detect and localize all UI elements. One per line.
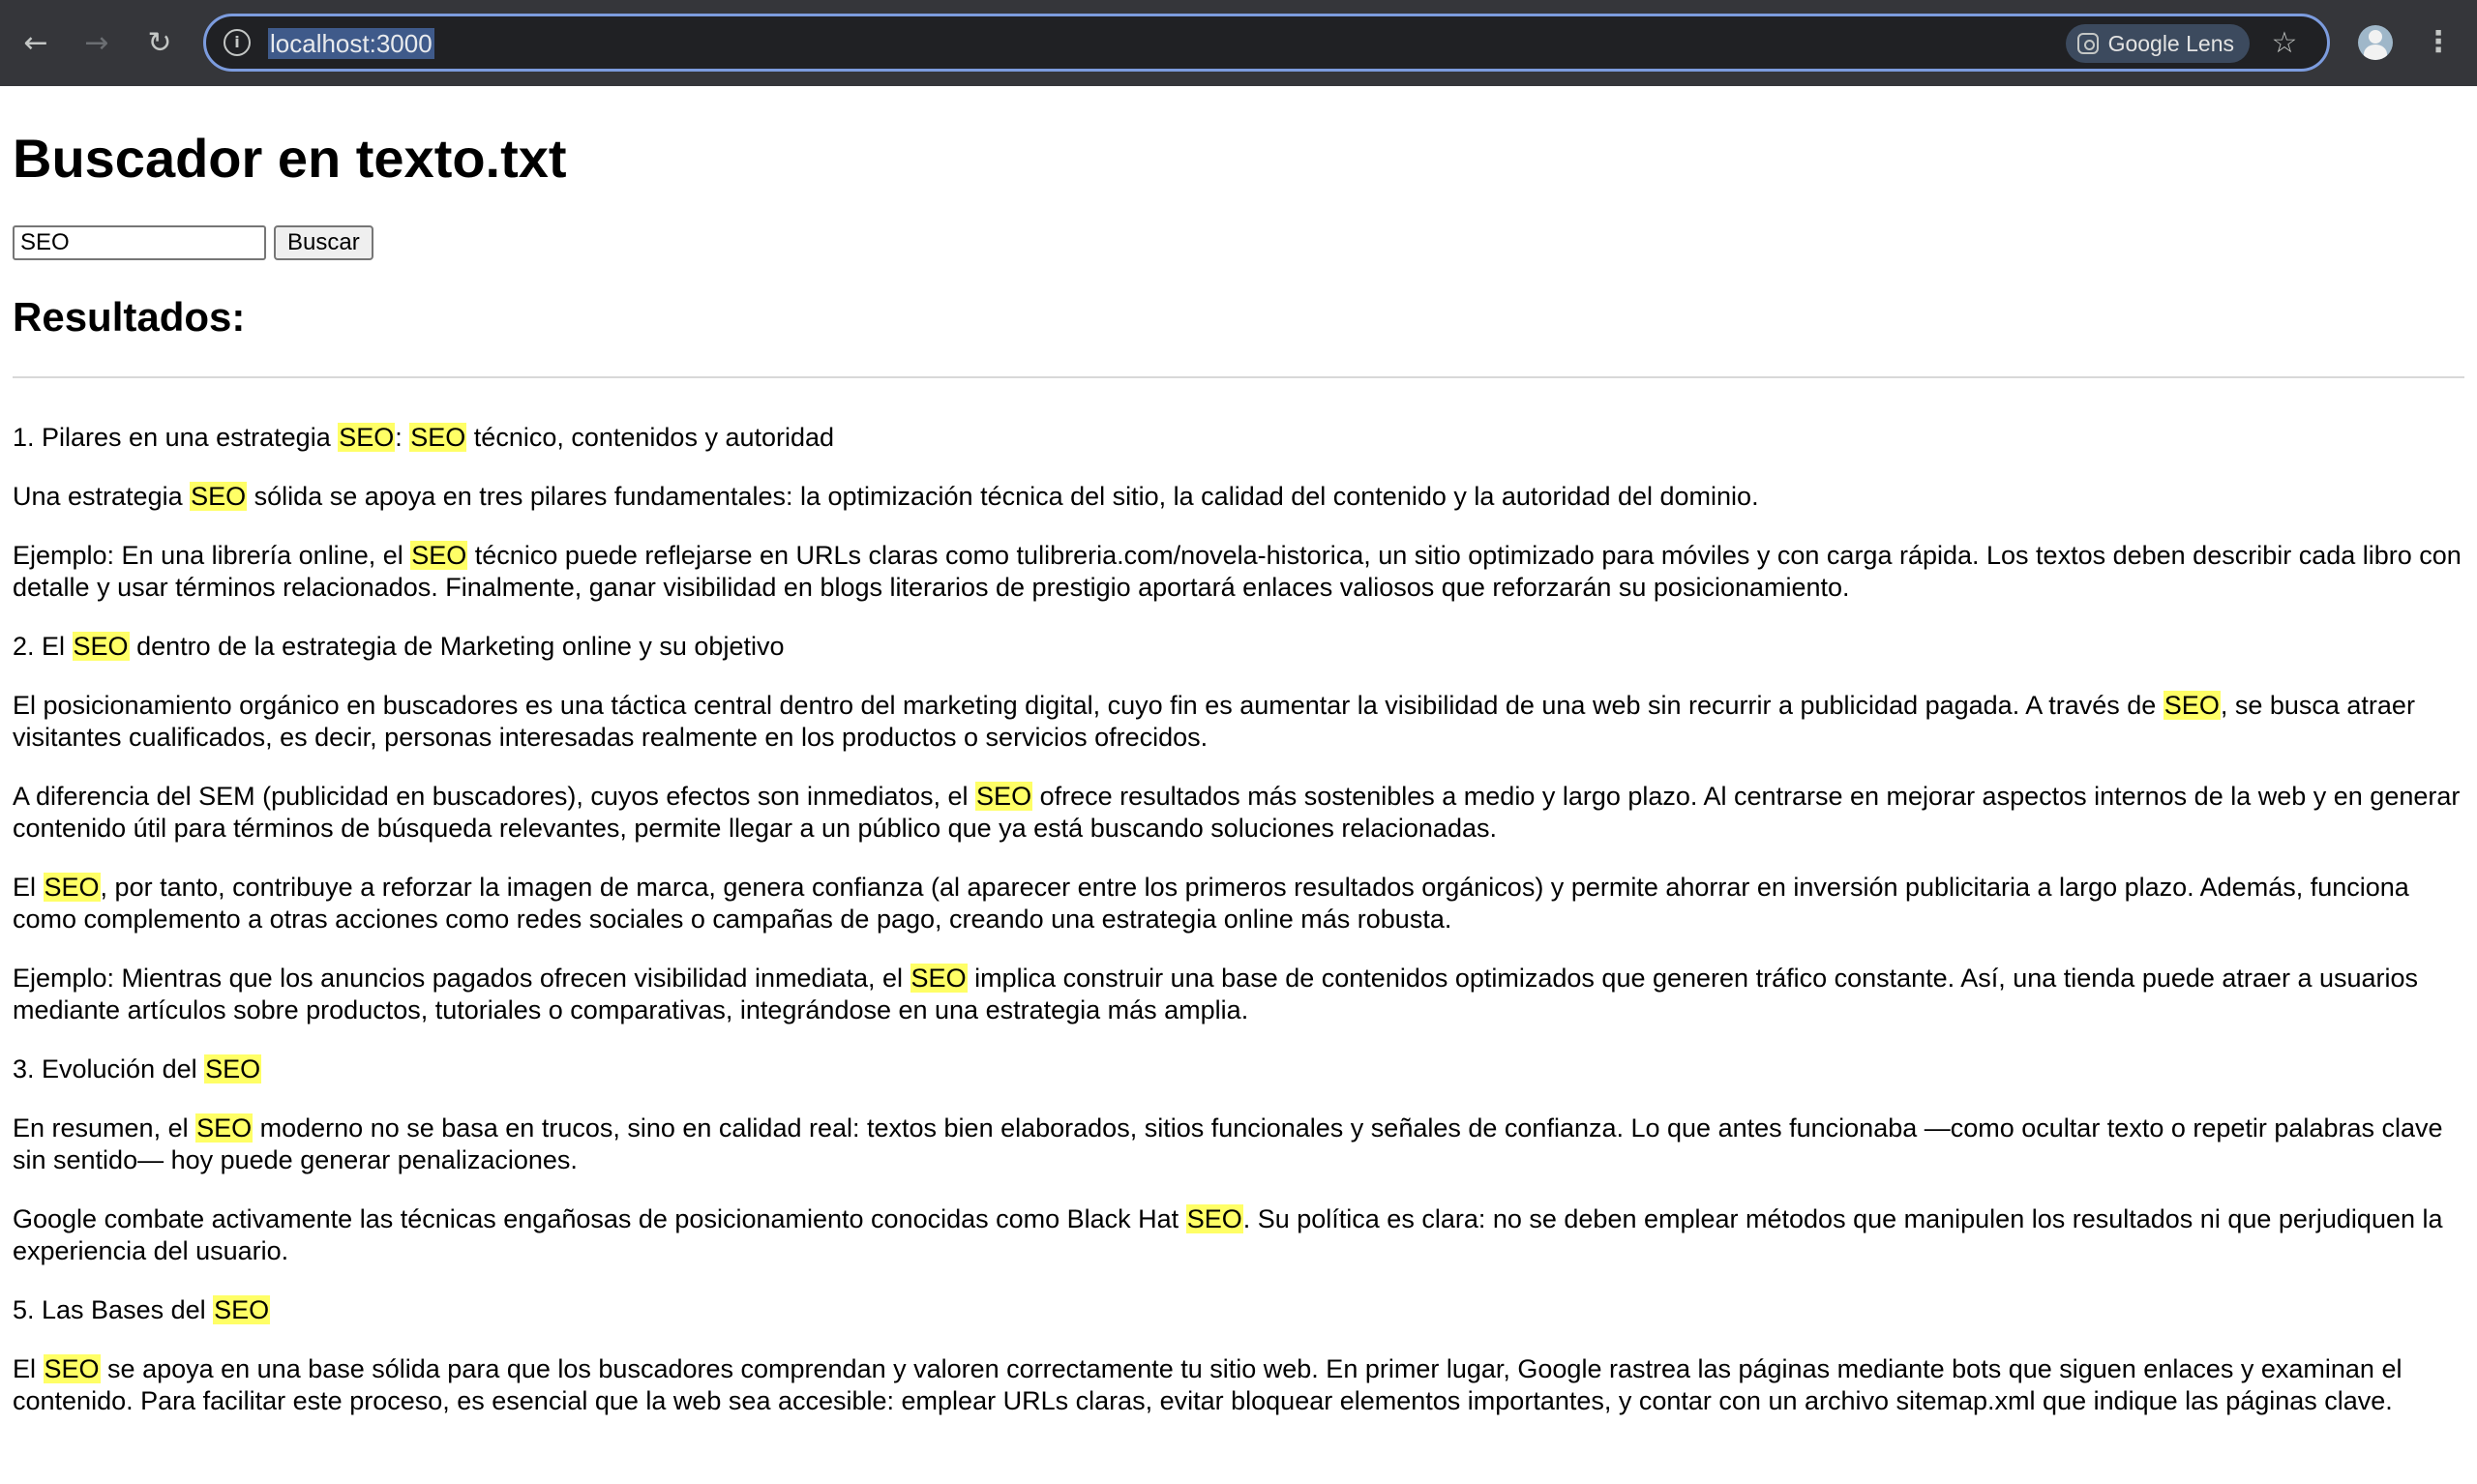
highlighted-term: SEO <box>205 1054 261 1083</box>
result-paragraph: Ejemplo: En una librería online, el SEO técnico puede reflejarse en URLs claras como tulibreria.com/novela-historica, un sitio optimizado para móviles y con carga rápida. Los textos deben describir cada libro con detalle y usar términos relacionados. Finalmente, ganar visibilidad en blogs literarios de prestigio aportará enlaces valiosos que reforzarán su posicionamiento. <box>13 541 2462 602</box>
highlighted-term: SEO <box>910 964 967 993</box>
result-paragraph: Una estrategia SEO sólida se apoya en tres pilares fundamentales: la optimización técnica del sitio, la calidad del contenido y la autoridad del dominio. <box>13 482 1759 511</box>
highlighted-term: SEO <box>191 482 247 511</box>
result-paragraph: 2. El SEO dentro de la estrategia de Marketing online y su objetivo <box>13 632 785 661</box>
browser-menu-icon[interactable]: ⋮ <box>2424 25 2453 59</box>
forward-arrow-icon[interactable]: → <box>84 25 109 60</box>
result-paragraph: Google combate activamente las técnicas engañosas de posicionamiento conocidas como Black Hat SEO. Su política es clara: no se deben emplear métodos que manipulen los resultados ni que perjudiquen la experiencia del usuario. <box>13 1204 2443 1265</box>
result-paragraph: En resumen, el SEO moderno no se basa en trucos, sino en calidad real: textos bien elaborados, sitios funcionales y señales de confianza. Lo que antes funcionaba —como ocultar texto o repetir palabras clave sin sentido— hoy puede generar penalizaciones. <box>13 1113 2443 1174</box>
profile-avatar[interactable] <box>2358 25 2393 60</box>
highlighted-term: SEO <box>339 423 395 452</box>
browser-toolbar <box>0 0 2477 86</box>
search-input[interactable] <box>13 225 266 260</box>
google-lens-button[interactable] <box>2066 24 2250 63</box>
highlighted-term: SEO <box>44 873 100 902</box>
result-paragraph: El posicionamiento orgánico en buscadores es una táctica central dentro del marketing digital, cuyo fin es aumentar la visibilidad de una web sin recurrir a publicidad pagada. A través de SEO, se busca atraer visitantes cualificados, es decir, personas interesadas realmente en los productos o servicios ofrecidos. <box>13 691 2415 752</box>
highlighted-term: SEO <box>2164 691 2220 720</box>
result-paragraph: Ejemplo: Mientras que los anuncios pagados ofrecen visibilidad inmediata, el SEO implica construir una base de contenidos optimizados que generen tráfico constante. Así, una tienda puede atraer a usuarios mediante artículos sobre productos, tutoriales o comparativas, integrándose en una estrategia más amplia. <box>13 964 2419 1024</box>
highlighted-term: SEO <box>196 1113 253 1143</box>
results-heading: Resultados: <box>13 294 246 340</box>
highlighted-term: SEO <box>411 541 467 570</box>
address-bar[interactable] <box>203 14 2330 72</box>
result-paragraph: El SEO se apoya en una base sólida para que los buscadores comprendan y valoren correctamente tu sitio web. En primer lugar, Google rastrea las páginas mediante bots que siguen enlaces y examinan el contenido. Para facilitar este proceso, es esencial que la web sea accesible: emplear URLs claras, evitar bloquear elementos importantes, y contar con un archivo sitemap.xml que indique las páginas clave. <box>13 1354 2402 1415</box>
results-divider <box>13 376 2464 378</box>
search-form <box>13 224 2464 261</box>
bookmark-star-icon[interactable]: ☆ <box>2271 26 2298 60</box>
highlighted-term: SEO <box>73 632 129 661</box>
url-text[interactable]: localhost:3000 <box>270 29 433 58</box>
highlighted-term: SEO <box>1186 1204 1242 1233</box>
page-content <box>13 86 2464 1444</box>
back-arrow-icon[interactable]: ← <box>23 25 48 60</box>
highlighted-term: SEO <box>410 423 466 452</box>
result-paragraph: 3. Evolución del SEO <box>13 1054 261 1083</box>
reload-icon[interactable]: ↻ <box>147 25 172 60</box>
highlighted-term: SEO <box>214 1295 270 1324</box>
google-lens-label: Google Lens <box>2107 30 2234 56</box>
results-list <box>13 422 2464 1417</box>
search-button[interactable]: Buscar <box>274 225 373 260</box>
page-title: Buscador en texto.txt <box>13 128 567 189</box>
site-info-icon[interactable]: i <box>224 29 251 56</box>
result-paragraph: A diferencia del SEM (publicidad en buscadores), cuyos efectos son inmediatos, el SEO ofrece resultados más sostenibles a medio y largo plazo. Al centrarse en mejorar aspectos internos de la web y en generar contenido útil para términos de búsqueda relevantes, permite llegar a un público que ya está buscando soluciones relacionadas. <box>13 782 2461 843</box>
result-paragraph: 5. Las Bases del SEO <box>13 1295 270 1324</box>
highlighted-term: SEO <box>976 782 1032 811</box>
google-lens-icon <box>2077 33 2099 54</box>
result-paragraph: El SEO, por tanto, contribuye a reforzar la imagen de marca, genera confianza (al aparecer entre los primeros resultados orgánicos) y permite ahorrar en inversión publicitaria a largo plazo. Además, funciona como complemento a otras acciones como redes sociales o campañas de pago, creando una estrategia online más robusta. <box>13 873 2409 934</box>
highlighted-term: SEO <box>44 1354 100 1383</box>
result-paragraph: 1. Pilares en una estrategia SEO: SEO técnico, contenidos y autoridad <box>13 423 835 452</box>
